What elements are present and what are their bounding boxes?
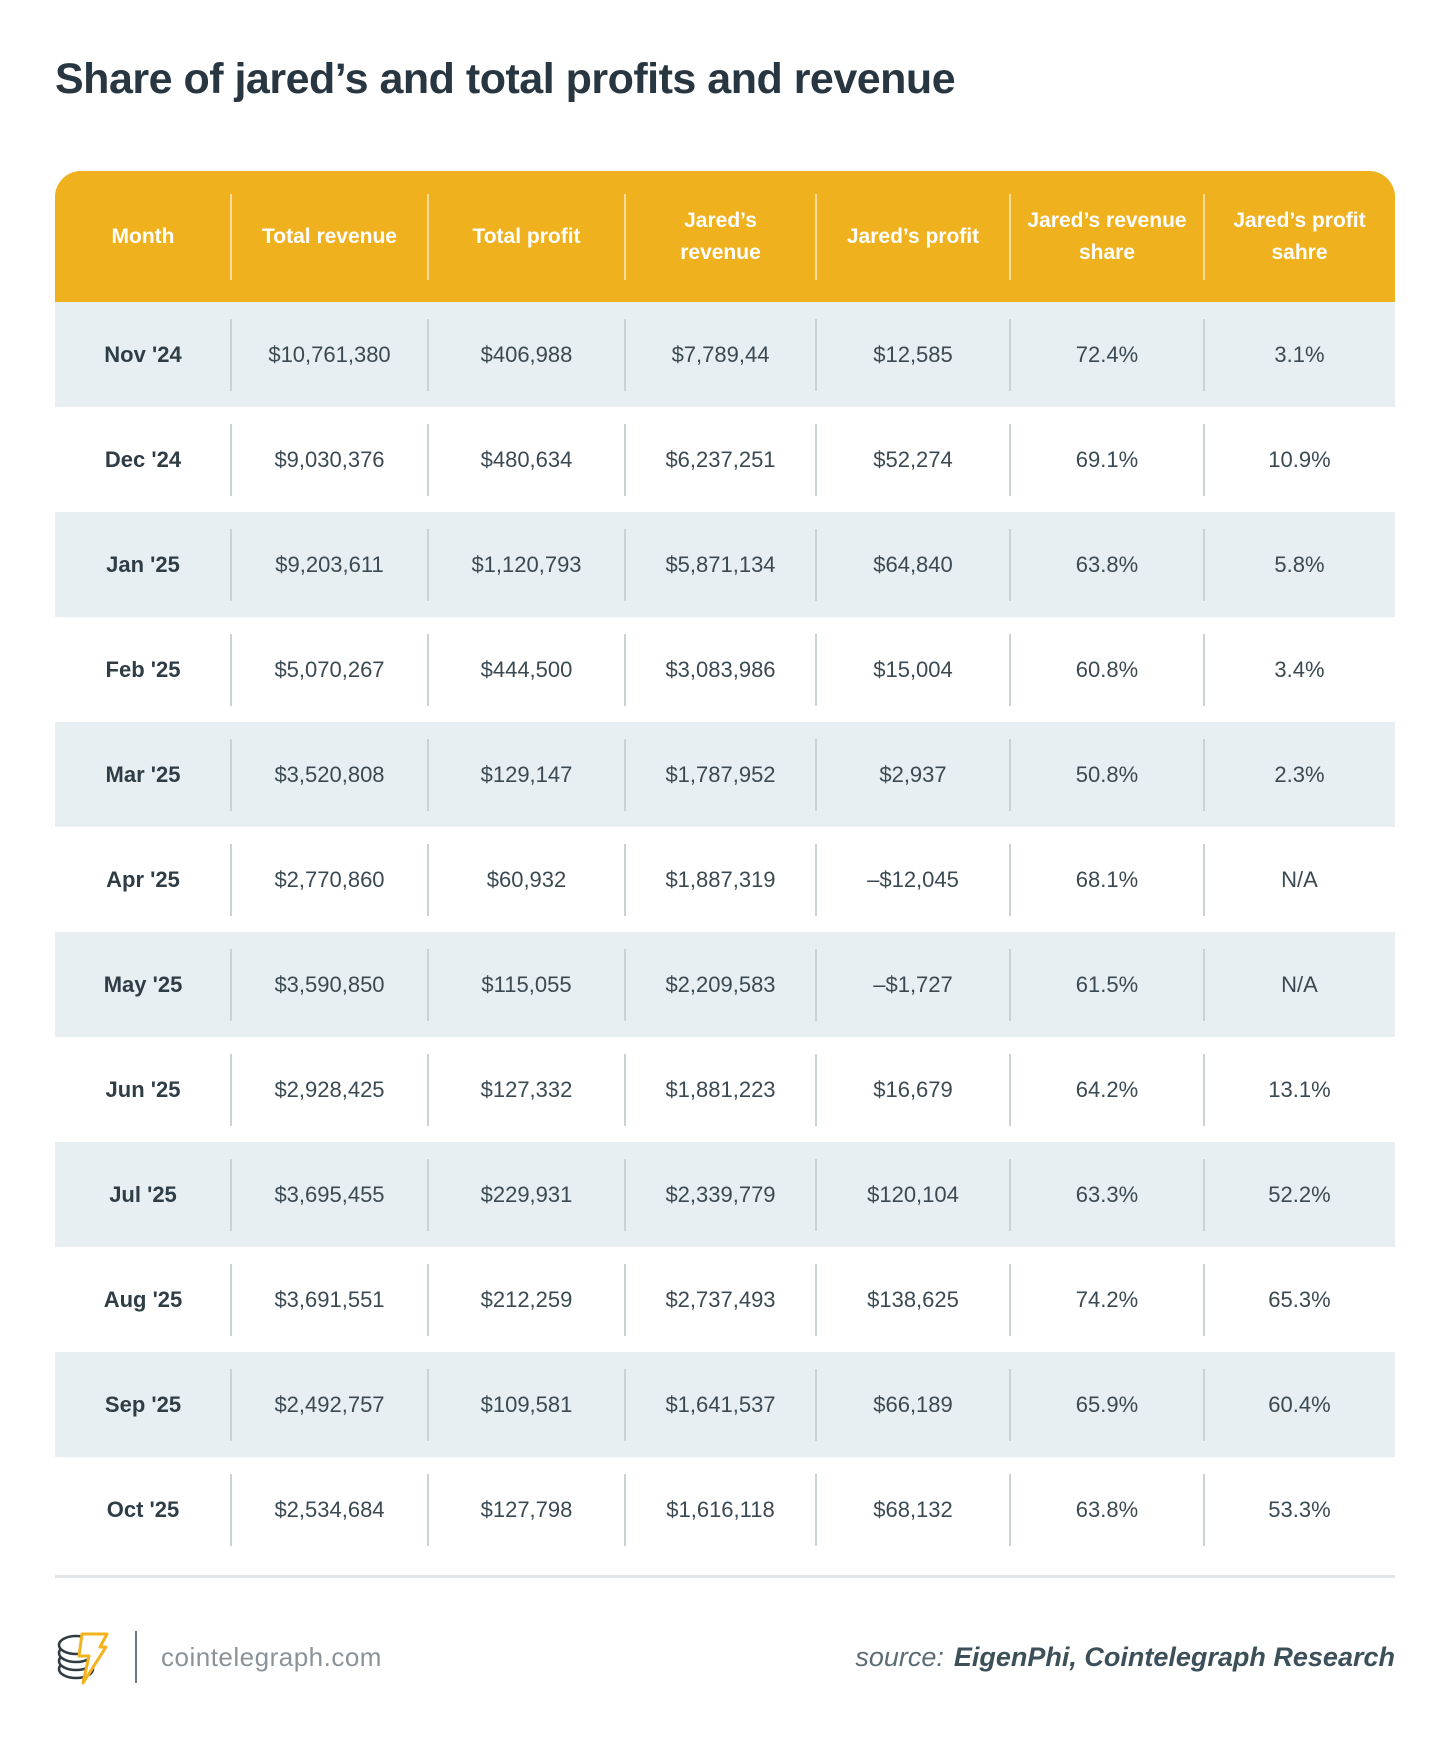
value-cell: 63.8% — [1010, 1497, 1204, 1523]
value-cell: 52.2% — [1204, 1182, 1395, 1208]
table-row — [55, 512, 1395, 617]
value-cell: $6,237,251 — [625, 447, 816, 473]
value-cell: $2,209,583 — [625, 972, 816, 998]
column-header: Jared’s profit — [816, 221, 1010, 253]
table-row — [55, 302, 1395, 407]
value-cell: 68.1% — [1010, 867, 1204, 893]
month-cell: Jan '25 — [106, 551, 180, 577]
table-row — [55, 1457, 1395, 1562]
value-cell: $3,691,551 — [231, 1287, 428, 1313]
value-cell: $60,932 — [428, 867, 625, 893]
table-header — [55, 171, 1395, 302]
value-cell: $64,840 — [816, 552, 1010, 578]
column-header: Month — [111, 224, 175, 248]
value-cell: 5.8% — [1204, 552, 1395, 578]
month-cell: Oct '25 — [106, 1496, 180, 1522]
source-credit — [855, 1642, 1395, 1673]
data-table — [55, 171, 1395, 1562]
value-cell: $109,581 — [428, 1392, 625, 1418]
value-cell: N/A — [1204, 972, 1395, 998]
value-cell: $68,132 — [816, 1497, 1010, 1523]
value-cell: $9,030,376 — [231, 447, 428, 473]
value-cell: $3,695,455 — [231, 1182, 428, 1208]
value-cell: $15,004 — [816, 657, 1010, 683]
table-row — [55, 1142, 1395, 1247]
value-cell: 3.4% — [1204, 657, 1395, 683]
value-cell: $1,787,952 — [625, 762, 816, 788]
cointelegraph-logo-icon — [55, 1625, 113, 1689]
value-cell: $2,534,684 — [231, 1497, 428, 1523]
value-cell: $115,055 — [428, 972, 625, 998]
value-cell: 63.8% — [1010, 552, 1204, 578]
table-row — [55, 827, 1395, 932]
table-row — [55, 617, 1395, 722]
value-cell: $7,789,44 — [625, 342, 816, 368]
value-cell: $2,492,757 — [231, 1392, 428, 1418]
value-cell: $229,931 — [428, 1182, 625, 1208]
table-body — [55, 302, 1395, 1562]
value-cell: –$1,727 — [816, 972, 1010, 998]
page-title: Share of jared’s and total profits and revenue — [55, 55, 956, 103]
value-cell: 10.9% — [1204, 447, 1395, 473]
site-domain: cointelegraph.com — [161, 1641, 382, 1672]
table-row — [55, 932, 1395, 1037]
value-cell: 3.1% — [1204, 342, 1395, 368]
value-cell: 63.3% — [1010, 1182, 1204, 1208]
value-cell: 65.9% — [1010, 1392, 1204, 1418]
value-cell: $1,887,319 — [625, 867, 816, 893]
month-cell: Feb '25 — [105, 656, 181, 682]
table-row — [55, 1352, 1395, 1457]
month-cell: Mar '25 — [105, 761, 181, 787]
value-cell: $212,259 — [428, 1287, 625, 1313]
column-header: Total revenue — [231, 221, 428, 253]
brand-divider — [135, 1631, 137, 1683]
value-cell: $2,937 — [816, 762, 1010, 788]
value-cell: $66,189 — [816, 1392, 1010, 1418]
value-cell: $3,083,986 — [625, 657, 816, 683]
value-cell: 53.3% — [1204, 1497, 1395, 1523]
value-cell: $127,798 — [428, 1497, 625, 1523]
value-cell: 69.1% — [1010, 447, 1204, 473]
value-cell: 13.1% — [1204, 1077, 1395, 1103]
value-cell: $9,203,611 — [231, 552, 428, 578]
value-cell: $129,147 — [428, 762, 625, 788]
value-cell: 61.5% — [1010, 972, 1204, 998]
value-cell: $120,104 — [816, 1182, 1010, 1208]
value-cell: $444,500 — [428, 657, 625, 683]
month-cell: May '25 — [103, 971, 183, 997]
column-header: Jared’s revenue share — [1010, 205, 1204, 268]
value-cell: $2,339,779 — [625, 1182, 816, 1208]
value-cell: $138,625 — [816, 1287, 1010, 1313]
value-cell: 60.8% — [1010, 657, 1204, 683]
month-cell: Sep '25 — [104, 1391, 182, 1417]
footer-divider — [55, 1575, 1395, 1578]
value-cell: $480,634 — [428, 447, 625, 473]
table-row — [55, 1247, 1395, 1352]
value-cell: $1,641,537 — [625, 1392, 816, 1418]
source-names: EigenPhi, Cointelegraph Research — [953, 1641, 1395, 1672]
value-cell: $127,332 — [428, 1077, 625, 1103]
value-cell: 64.2% — [1010, 1077, 1204, 1103]
source-label: source: — [855, 1641, 944, 1672]
value-cell: $5,070,267 — [231, 657, 428, 683]
month-cell: Jul '25 — [109, 1181, 177, 1207]
value-cell: $2,770,860 — [231, 867, 428, 893]
value-cell: $1,120,793 — [428, 552, 625, 578]
table-row — [55, 407, 1395, 512]
value-cell: 50.8% — [1010, 762, 1204, 788]
brand — [55, 1625, 382, 1689]
value-cell: 2.3% — [1204, 762, 1395, 788]
value-cell: $2,737,493 — [625, 1287, 816, 1313]
value-cell: $16,679 — [816, 1077, 1010, 1103]
value-cell: $406,988 — [428, 342, 625, 368]
value-cell: $52,274 — [816, 447, 1010, 473]
value-cell: $3,520,808 — [231, 762, 428, 788]
month-cell: Aug '25 — [103, 1286, 183, 1312]
value-cell: $10,761,380 — [231, 342, 428, 368]
month-cell: Nov '24 — [104, 341, 182, 367]
value-cell: $1,881,223 — [625, 1077, 816, 1103]
month-cell: Apr '25 — [106, 866, 180, 892]
table-row — [55, 1037, 1395, 1142]
value-cell: –$12,045 — [816, 867, 1010, 893]
value-cell: 60.4% — [1204, 1392, 1395, 1418]
column-header: Total profit — [428, 221, 625, 253]
value-cell: $2,928,425 — [231, 1077, 428, 1103]
table-row — [55, 722, 1395, 827]
month-cell: Dec '24 — [104, 446, 182, 472]
value-cell: 74.2% — [1010, 1287, 1204, 1313]
column-header: Jared’s revenue — [625, 205, 816, 268]
month-cell: Jun '25 — [105, 1076, 181, 1102]
value-cell: $12,585 — [816, 342, 1010, 368]
value-cell: 65.3% — [1204, 1287, 1395, 1313]
footer — [55, 1625, 1395, 1689]
value-cell: $1,616,118 — [625, 1497, 816, 1523]
value-cell: $3,590,850 — [231, 972, 428, 998]
column-header: Jared’s profit sahre — [1204, 205, 1395, 268]
value-cell: 72.4% — [1010, 342, 1204, 368]
value-cell: N/A — [1204, 867, 1395, 893]
value-cell: $5,871,134 — [625, 552, 816, 578]
